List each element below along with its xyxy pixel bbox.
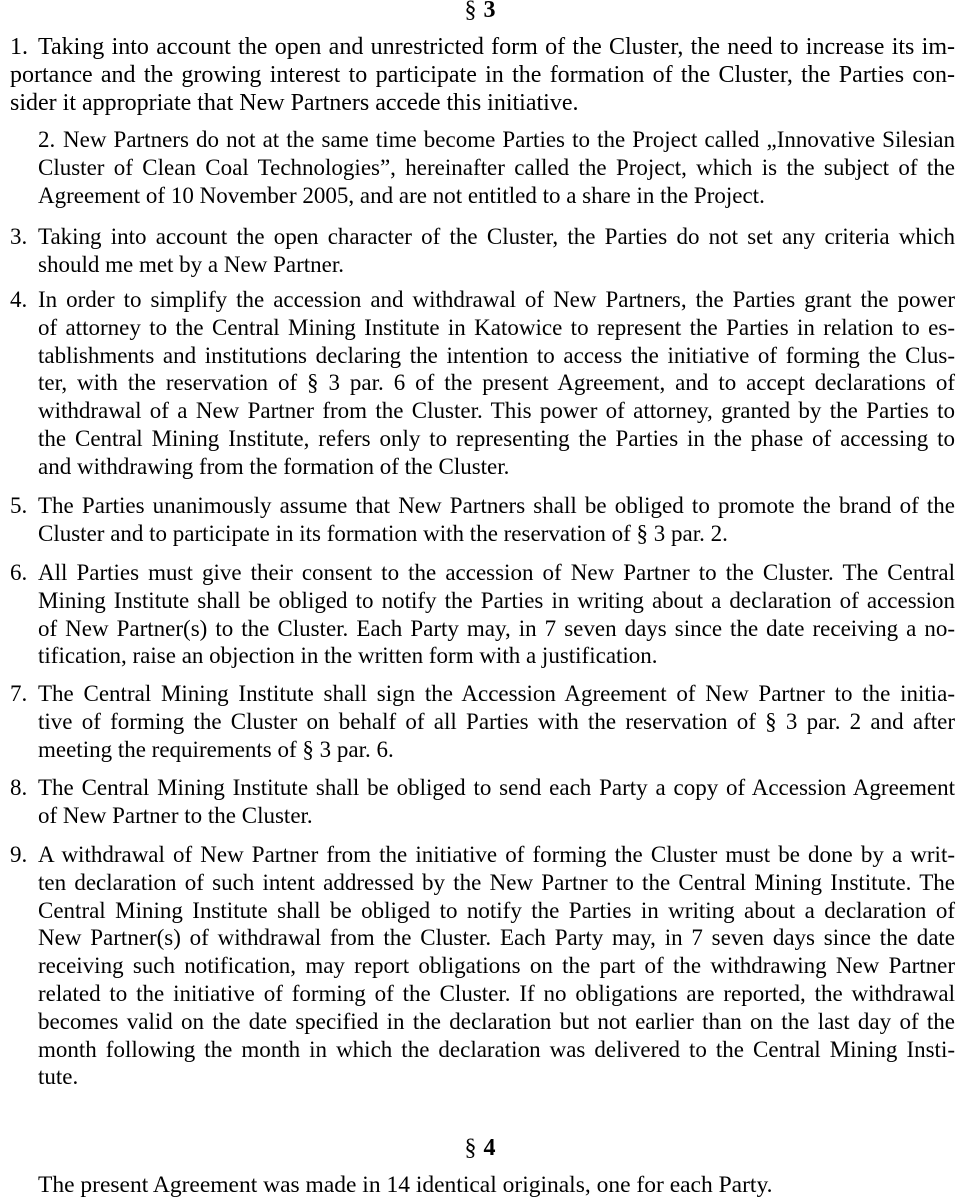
clause-line: The Parties unanimously assume that New Partners shall be obliged to promote the brand of the — [38, 493, 955, 518]
clause-line: Agreement of 10 November 2005, and are not entitled to a share in the Project. — [38, 182, 765, 208]
clause-line: Mining Institute shall be obliged to notify the Parties in writing about a declaration of accession — [38, 587, 955, 613]
clause-line: month following the month in which the declaration was delivered to the Central Mining Insti- — [38, 1036, 955, 1062]
clause-number: 4. — [10, 287, 28, 312]
clause-line: tive of forming the Cluster on behalf of all Parties with the reservation of § 3 par. 2 and after — [38, 708, 955, 734]
clause — [0, 680, 960, 763]
clause-line: Taking into account the open and unrestricted form of the Cluster, the need to increase its im- — [38, 34, 955, 60]
clause-line: tification, raise an objection in the written form with a justification. — [38, 643, 658, 669]
clause-line: ter, with the reservation of § 3 par. 6 of the present Agreement, and to accept declarations of — [38, 370, 955, 396]
clause-line: of New Partner to the Cluster. — [38, 802, 313, 828]
clause-line: the Central Mining Institute, refers only to representing the Parties in the phase of accessing to — [38, 425, 955, 451]
clause-line: The Central Mining Institute shall be obliged to send each Party a copy of Accession Agreement — [38, 775, 955, 800]
clause-line: tute. — [38, 1064, 79, 1090]
clause-line: New Partners do not at the same time become Parties to the Project called „Innovative Silesian — [63, 127, 955, 152]
clause — [0, 34, 960, 117]
clause — [0, 126, 960, 209]
clause-line: withdrawal of a New Partner from the Cluster. This power of attorney, granted by the Parties to — [38, 398, 955, 424]
clause-line: New Partner(s) of withdrawal from the Cluster. Each Party may, in 7 seven days since the date — [38, 925, 955, 951]
section-number: 4 — [483, 1135, 496, 1161]
clause-line: meeting the requirements of § 3 par. 6. — [38, 736, 394, 762]
clause-line: A withdrawal of New Partner from the initiative of forming the Cluster must be done by a writ- — [38, 842, 955, 867]
clause-line: Central Mining Institute shall be obliged to notify the Parties in writing about a declaration of — [38, 897, 955, 923]
clause-line: Cluster and to participate in its formation with the reservation of § 3 par. 2. — [38, 520, 728, 546]
section-heading — [0, 1134, 960, 1162]
clause-line: and withdrawing from the formation of the Cluster. — [38, 453, 510, 479]
clause-number: 6. — [10, 560, 28, 585]
clause-number: 5. — [10, 493, 28, 518]
clause-number: 8. — [10, 775, 28, 800]
clause-line: of attorney to the Central Mining Institute in Katowice to represent the Parties in relation to es- — [38, 314, 955, 340]
clause-line: related to the initiative of forming of the Cluster. If no obligations are reported, the withdrawal — [38, 980, 955, 1006]
clause-line: In order to simplify the accession and withdrawal of New Partners, the Parties grant the power — [38, 287, 955, 312]
clause — [0, 223, 960, 279]
clause-line: of New Partner(s) to the Cluster. Each Party may, in 7 seven days since the date receiving a no- — [38, 615, 955, 641]
clause-number: 3. — [10, 224, 28, 249]
clause-number: 2. — [38, 127, 56, 152]
clause-line: should me met by a New Partner. — [38, 251, 344, 277]
clause-line: sider it appropriate that New Partners accede this initiative. — [10, 89, 579, 116]
clause — [0, 286, 960, 481]
clause — [0, 559, 960, 670]
section-heading — [0, 0, 960, 24]
section-number: 3 — [483, 0, 496, 23]
clause — [0, 492, 960, 548]
clause-line: Cluster of Clean Coal Technologies”, hereinafter called the Project, which is the subject of the — [38, 154, 955, 180]
section-sign: § — [464, 1135, 477, 1161]
clause-number: 9. — [10, 842, 28, 867]
clause-number: 7. — [10, 681, 28, 706]
clause-line: tablishments and institutions declaring the intention to access the initiative of forming the Clus- — [38, 342, 955, 368]
clause-line: receiving such notification, may report obligations on the part of the withdrawing New Partner — [38, 953, 955, 979]
clause — [0, 841, 960, 1091]
clause-line: Taking into account the open character of the Cluster, the Parties do not set any criteria which — [38, 224, 955, 249]
clause-line: portance and the growing interest to participate in the formation of the Cluster, the Parties con- — [10, 61, 955, 88]
section-sign: § — [464, 0, 477, 23]
closing-statement: The present Agreement was made in 14 identical originals, one for each Party. — [38, 1172, 773, 1198]
clause-line: The Central Mining Institute shall sign the Accession Agreement of New Partner to the initia- — [38, 681, 955, 706]
clause — [0, 774, 960, 830]
clause-line: becomes valid on the date specified in the declaration but not earlier than on the last day of the — [38, 1008, 955, 1034]
clause-number: 1. — [10, 34, 28, 60]
clause-line: All Parties must give their consent to the accession of New Partner to the Cluster. The Central — [38, 560, 955, 585]
clause-line: ten declaration of such intent addressed by the New Partner to the Central Mining Institute. The — [38, 869, 955, 895]
